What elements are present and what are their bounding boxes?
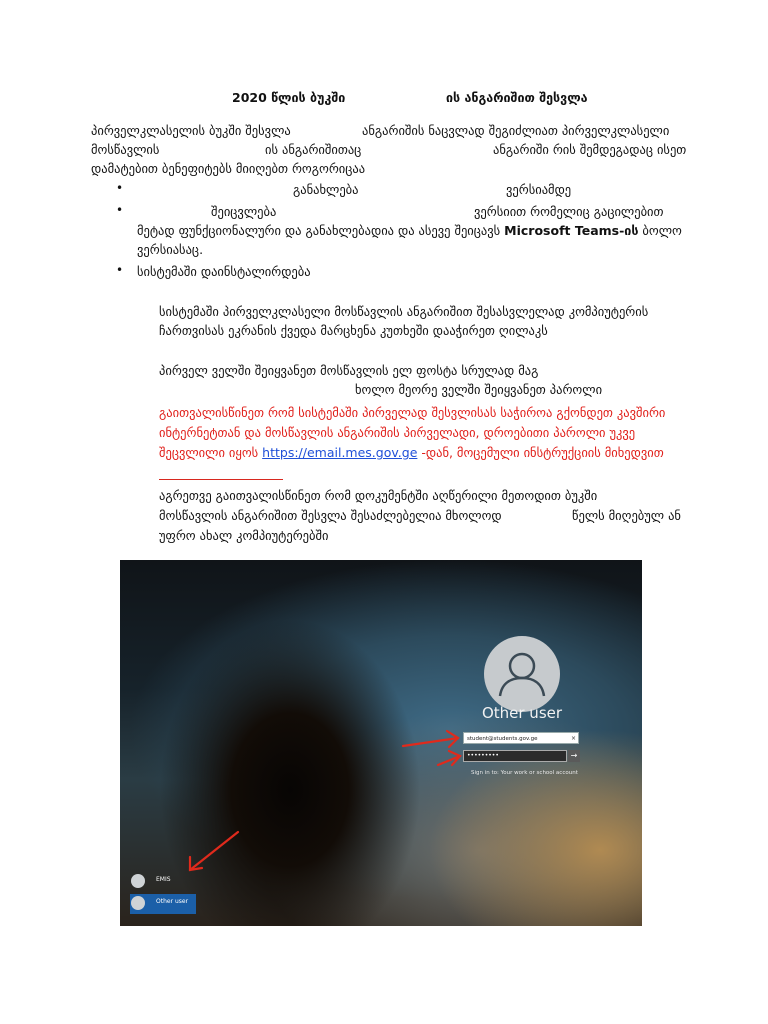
title-part-1: 2020 წლის ბუკში [232, 90, 346, 105]
bullet-2c-pre: მეტად ფუნქციონალური და განახლებადია და ასევე შეიცავს [137, 223, 505, 238]
bullet-1b: ვერსიამდე [506, 182, 572, 197]
account-other-user[interactable] [130, 894, 196, 914]
clear-icon[interactable]: × [570, 735, 576, 742]
instr-p1-line2: ჩართვისას ეკრანის ქვედა მარცხენა კუთხეში დააჭირეთ ღილაკს [159, 323, 548, 338]
warning-line-1: გაითვალისწინეთ რომ სისტემაში პირველად შესვლისას საჭიროა გქონდეთ კავშირი [159, 405, 666, 420]
email-portal-link[interactable]: https://email.mes.gov.ge [262, 445, 418, 460]
bullet-2b: ვერსიით რომელიც გაცილებით [474, 204, 664, 219]
intro-line-2a: მოსწავლის [91, 142, 160, 157]
warning-line-3-post: -დან, მოცემული ინსტრუქციის მიხედვით [417, 445, 664, 460]
warning-line-3 [159, 445, 664, 461]
instr-p2-line2: ხოლო მეორე ველში შეიყვანეთ პაროლი [355, 382, 603, 397]
password-field[interactable]: ••••••••• [463, 750, 567, 762]
bullet-dot-2: • [116, 203, 124, 217]
intro-line-1a: პირველკლასელის ბუკში შესვლა [91, 123, 291, 138]
instr-p4-line3: უფრო ახალ კომპიუტერებში [159, 528, 329, 543]
bullet-3: სისტემაში დაინსტალირდება [137, 264, 311, 279]
title-part-2: ის ანგარიშით შესვლა [446, 90, 588, 105]
login-screenshot [120, 560, 642, 926]
bullet-dot-1: • [116, 181, 124, 195]
login-username: Other user [481, 704, 563, 722]
intro-line-3: დამატებით ბენეფიტებს მიიღებთ როგორიცაა [91, 161, 366, 176]
intro-line-2b: ის ანგარიშითაც [265, 142, 362, 157]
bullet-2c-bold: Microsoft Teams-ის [504, 223, 639, 238]
submit-arrow-button[interactable]: → [568, 750, 580, 762]
bullet-2c-post: ბოლო [638, 223, 682, 238]
intro-line-2c: ანგარიში რის შემდეგადაც ისეთ [493, 142, 687, 157]
email-field-value: student@students.gov.ge [467, 736, 538, 742]
warning-line-3-pre: შეცვლილი იყოს [159, 445, 263, 460]
instr-p4-line2a: მოსწავლის ანგარიშით შესვლა შესაძლებელია მხოლოდ [159, 508, 502, 523]
account-avatar-icon [131, 896, 145, 910]
instr-p2-line1: პირველ ველში შეიყვანეთ მოსწავლის ელ ფოსტა სრულად მაგ [159, 363, 539, 378]
intro-line-1b: ანგარიშის ნაცვლად შეგიძლიათ პირველკლასელი [362, 123, 670, 138]
account-other-user-label: Other user [156, 898, 189, 905]
bullet-1a: განახლება [293, 182, 359, 197]
bullet-2c [137, 223, 682, 239]
warning-line-2: ინტერნეტთან და მოსწავლის ანგარიშის პირველადი, დროებითი პაროლი უკვე [159, 425, 636, 440]
bullet-2a: შეიცვლება [211, 204, 277, 219]
account-emis-label: EMIS [156, 876, 171, 883]
account-emis[interactable] [130, 872, 196, 892]
instr-p1-line1: სისტემაში პირველკლასელი მოსწავლის ანგარიშით შესასვლელად კომპიუტერის [159, 304, 649, 319]
instr-p4-line1: აგრეთვე გაითვალისწინეთ რომ დოკუმენტში აღწერილი მეთოდით ბუკში [159, 488, 598, 503]
signin-caption: Sign in to: Your work or school account [471, 770, 578, 776]
account-avatar-icon [131, 874, 145, 888]
red-divider [159, 479, 283, 480]
instr-p4-line2b: წელს მიღებულ ან [572, 508, 681, 523]
bullet-dot-3: • [116, 263, 124, 277]
bullet-2d: ვერსიასაც. [137, 242, 204, 257]
